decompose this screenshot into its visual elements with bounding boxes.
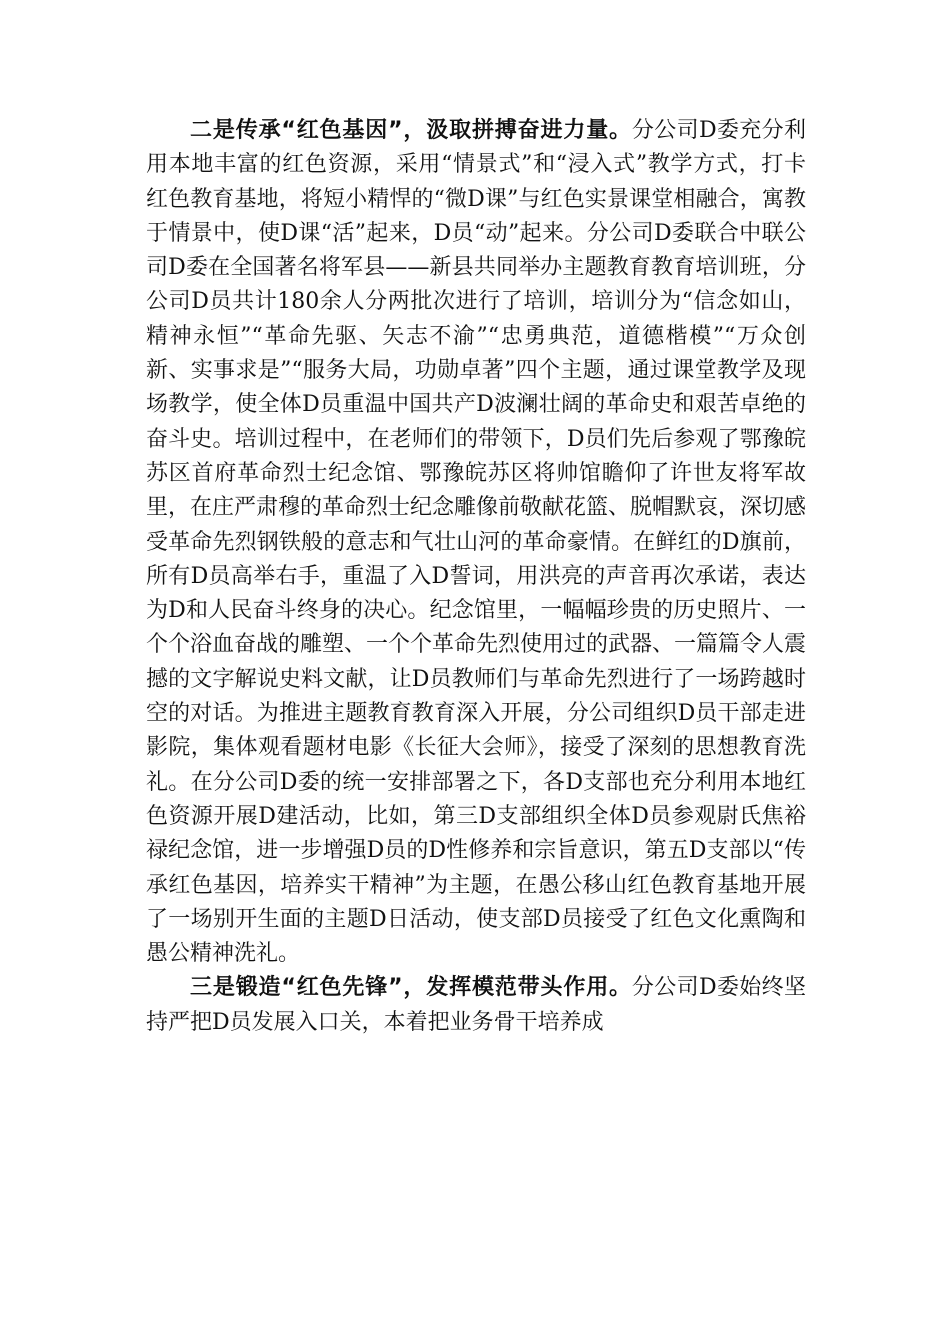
paragraph-lead-heading: 三是锻造“红色先锋”，发挥模范带头作用。 <box>190 975 632 1001</box>
document-page <box>146 114 806 1040</box>
paragraph-lead-heading: 二是传承“红色基因”，汲取拼搏奋进力量。 <box>190 118 632 143</box>
paragraph-body-text: 分公司D委充分利用本地丰富的红色资源，采用“情景式”和“浸入式”教学方式，打卡红色教育基地，将短小精悍的“微D课”与红色实景课堂相融合，寓教于情景中，使D课“活”起来，D员“动”起来。分公司D委联合中联公司D委在全国著名将军县——新县共同举办主题教育教育培训班，分公司D员共计180余人分两批次进行了培训，培训分为“信念如山，精神永恒”“革命先驱、矢志不渝”“忠勇典范，道德楷模”“万众创新、实事求是”“服务大局，功勋卓著”四个主题，通过课堂教学及现场教学，使全体D员重温中国共产D波澜壮阔的革命史和艰苦卓绝的奋斗史。培训过程中，在老师们的带领下，D员们先后参观了鄂豫皖苏区首府革命烈士纪念馆、鄂豫皖苏区将帅馆瞻仰了许世友将军故里，在庄严肃穆的革命烈士纪念雕像前敬献花篮、脱帽默哀，深切感受革命先烈钢铁般的意志和气壮山河的革命豪情。在鲜红的D旗前，所有D员高举右手，重温了入D誓词，用洪亮的声音再次承诺，表达为D和人民奋斗终身的决心。纪念馆里，一幅幅珍贵的历史照片、一个个浴血奋战的雕塑、一个个革命先烈使用过的武器、一篇篇令人震撼的文字解说史料文献，让D员教师们与革命先烈进行了一场跨越时空的对话。为推进主题教育教育深入开展，分公司组织D员干部走进影院，集体观看题材电影《长征大会师》，接受了深刻的思想教育洗礼。在分公司D委的统一安排部署之下，各D支部也充分利用本地红色资源开展D建活动，比如，第三D支部组织全体D员参观尉氏焦裕禄纪念馆，进一步增强D员的D性修养和宗旨意识，第五D支部以“传承红色基因，培养实干精神”为主题，在愚公移山红色教育基地开展了一场别开生面的主题D日活动，使支部D员接受了红色文化熏陶和愚公精神洗礼。 <box>146 118 807 967</box>
paragraph-red-gene <box>146 114 806 971</box>
paragraph-red-vanguard <box>146 971 806 1040</box>
paragraph-body-text: 分公司D委始终坚持严把D员发展入口关，本着把业务骨干培养成 <box>146 975 807 1035</box>
